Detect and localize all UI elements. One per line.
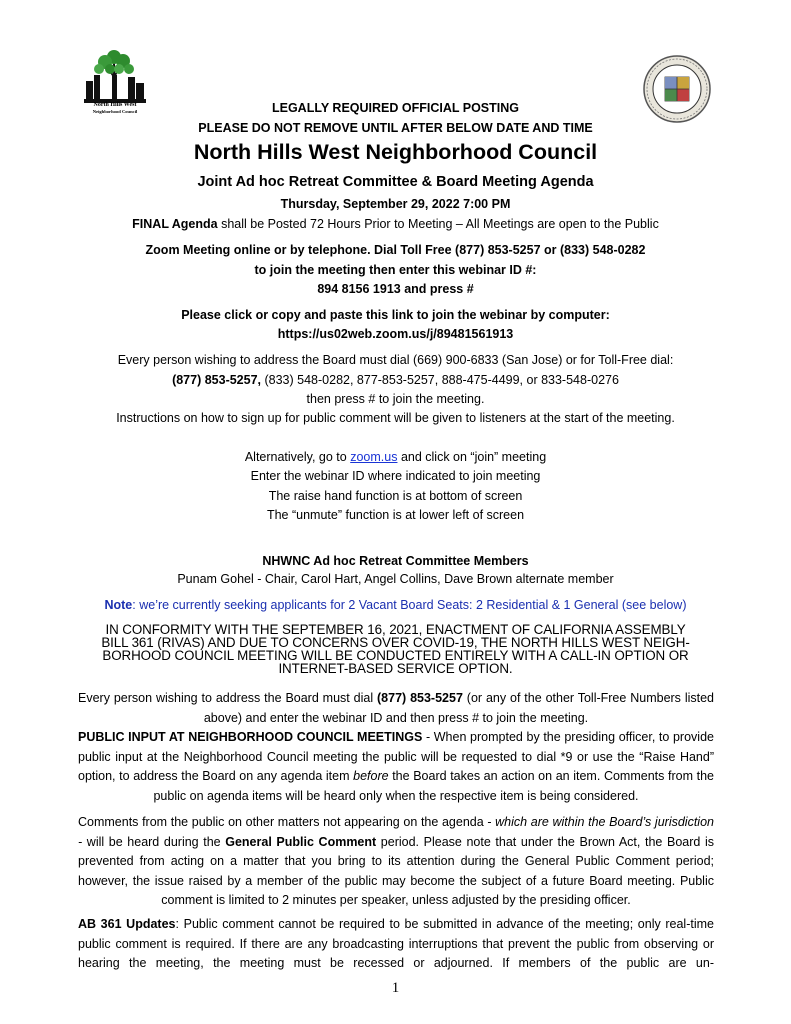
p3-italic: which are within the Board’s jurisdiction - [78,815,714,849]
note-label: Note [104,598,133,612]
vacancy-note [0,598,791,612]
paragraph-public-input [78,728,714,806]
zoom-link-instruction: Please click or copy and paste this link to join the webinar by computer: [181,308,610,322]
webinar-id: 894 8156 1913 and press # [317,282,474,296]
p3-text-c: period. Please note that under the Brown Act, the Board is prevented from acting on a matter that you bring to its attention during the General Public Comment period; however, the issue raised by a member of the public may become the subject of a future Board meeting. Public comment is limited to 2 minutes per speaker, unless adjusted by the presiding officer. [78,834,714,907]
do-not-remove-line: PLEASE DO NOT REMOVE UNTIL AFTER BELOW DATE AND TIME [198,121,593,135]
alternative-line3: The raise hand function is at bottom of screen [268,489,523,503]
zoom-dial-line: Zoom Meeting online or by telephone. Dial Toll Free (877) 853-5257 or (833) 548-0282 [145,243,646,257]
paragraph-general-comment [78,813,714,911]
logo-caption-line2: Neighborhood Council [92,109,138,114]
conformity-line2: BILL 361 (RIVAS) AND DUE TO CONCERNS OVER COVID-19, THE NORTH HILLS WEST NEIGH- [101,635,690,650]
meeting-datetime: Thursday, September 29, 2022 7:00 PM [280,197,511,211]
p3-text-a: Comments from the public on other matters not appearing on the agenda - [78,815,496,829]
alternative-pre: Alternatively, go to [244,450,351,464]
page-number: 1 [391,980,400,996]
p2-italic: before [353,769,389,783]
alternative-line [0,450,791,464]
public-input-heading: PUBLIC INPUT AT NEIGHBORHOOD COUNCIL MEETINGS [78,730,423,744]
committee-heading: NHWNC Ad hoc Retreat Committee Members [262,554,529,568]
p4-text-a: : Public comment cannot be required to be submitted in advance of the meeting; only real-time public comment is required. If there are any broadcasting interruptions that prevent the public from observing or hearing the meeting, the meeting must be recessed or adjourned. If members of the public are un- [78,917,714,970]
zoom-webinar-link[interactable]: https://us02web.zoom.us/j/89481561913 [277,327,514,341]
logo-caption-line1: North Hills West [93,102,137,108]
agenda-subtitle: Joint Ad hoc Retreat Committee & Board Meeting Agenda [197,174,594,190]
p2-text-b: the Board takes an action on an item. Comments from the public on agenda items will be heard only when the respective item is being considered. [153,769,714,803]
conformity-line4: INTERNET-BASED SERVICE OPTION. [278,661,513,676]
paragraph-dial-877 [78,689,714,728]
p1-text-a: Every person wishing to address the Board must dial [78,691,377,705]
general-public-comment-label: General Public Comment [225,834,377,849]
alternative-line2: Enter the webinar ID where indicated to join meeting [250,469,541,483]
p2-text-a: - When prompted by the presiding officer, to provide public input at the Neighborhood Council meeting the public will be requested to dial *9 or use the “Raise Hand” option, to address the Board on any agenda item [78,730,714,783]
p1-bold-number: (877) 853-5257 [377,691,463,705]
legal-posting-line: LEGALLY REQUIRED OFFICIAL POSTING [271,101,519,115]
tree-skyline-icon [84,47,146,103]
alternative-line4: The “unmute” function is at lower left of screen [266,508,525,522]
alternative-post: and click on “join” meeting [397,450,547,464]
zoom-us-link[interactable]: zoom.us [350,450,398,464]
conformity-line3: BORHOOD COUNCIL MEETING WILL BE CONDUCTED ENTIRELY WITH A CALL-IN OPTION OR [102,648,689,663]
committee-members: Punam Gohel - Chair, Carol Hart, Angel Collins, Dave Brown alternate member [177,572,614,586]
zoom-webinar-line: to join the meeting then enter this webinar ID #: [254,263,537,277]
final-agenda-line [0,217,791,231]
dial-instructions-line3: then press # to join the meeting. [306,392,485,406]
note-text: : we’re currently seeking applicants for 2 Vacant Board Seats: 2 Residential & 1 General (see below) [132,598,687,612]
toll-free-number: (877) 853-5257, [172,373,262,387]
council-title: North Hills West Neighborhood Council [193,140,598,164]
p3-text-b: will be heard during the [82,834,226,849]
dial-instructions-line1: Every person wishing to address the Board must dial (669) 900-6833 (San Jose) or for Toll-Free dial: [117,353,674,367]
final-agenda-label: FINAL Agenda [132,217,218,231]
other-numbers: (833) 548-0282, 877-853-5257, 888-475-4499, or 833-548-0276 [261,373,619,387]
dial-instructions-line4: Instructions on how to sign up for public comment will be given to listeners at the start of the meeting. [116,411,675,425]
final-agenda-text: shall be Posted 72 Hours Prior to Meeting – All Meetings are open to the Public [217,217,659,231]
paragraph-ab361 [78,915,714,974]
ab361-heading: AB 361 Updates [78,917,176,931]
dial-instructions-line2 [0,373,791,387]
conformity-line1: IN CONFORMITY WITH THE SEPTEMBER 16, 2021, ENACTMENT OF CALIFORNIA ASSEMBLY [105,622,686,637]
p1-text-b: (or any of the other Toll-Free Numbers listed above) and enter the webinar ID and then press # to join the meeting. [203,691,714,725]
